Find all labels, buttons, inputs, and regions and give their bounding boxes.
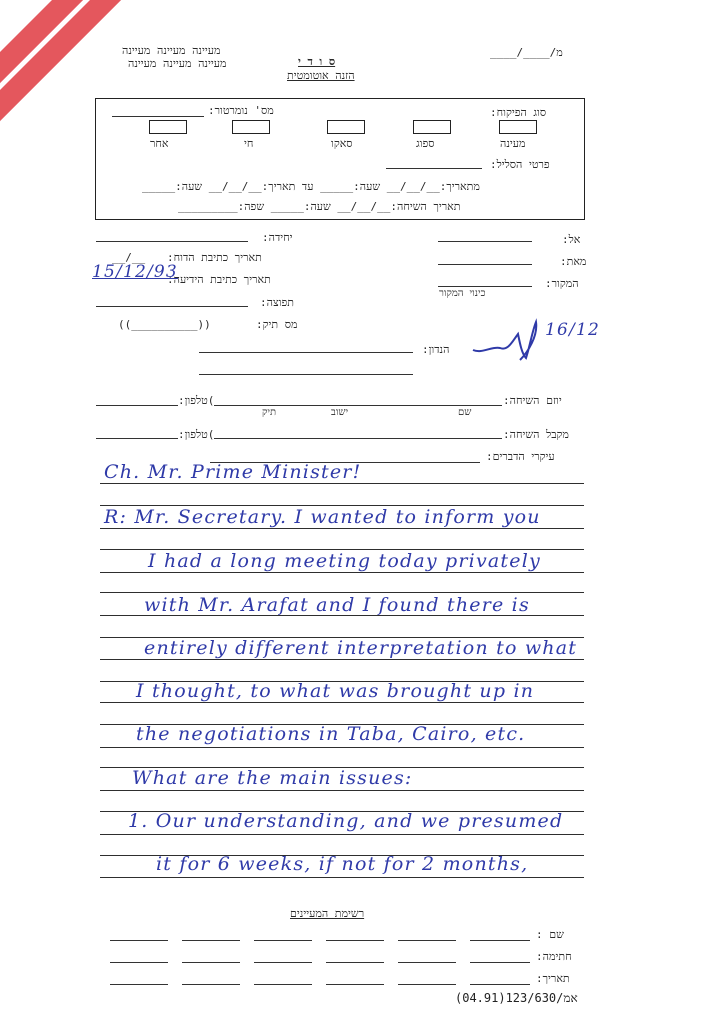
receiver-phone-label: )טלפון:: [178, 428, 215, 441]
option-chai: חי: [244, 137, 254, 150]
reader-signature-field[interactable]: [398, 962, 456, 963]
reader-signature-field[interactable]: [110, 962, 168, 963]
source-label: המקור:: [545, 277, 579, 290]
file-label: מס תיק:: [256, 318, 298, 331]
initiator-phone-label: )טלפון:: [178, 394, 215, 407]
serial-field[interactable]: [112, 116, 204, 117]
reader-date-label: תאריך:: [536, 972, 570, 985]
reader-name-field[interactable]: [182, 940, 240, 941]
receiver-field[interactable]: [96, 438, 502, 439]
initiator-label: יוזם השיחה:: [503, 394, 562, 407]
reader-date-field[interactable]: [398, 984, 456, 985]
sub-file: תיק: [262, 407, 277, 418]
option-sfog: ספוג: [416, 137, 435, 150]
option-sako: סאקו: [331, 137, 353, 150]
checkbox-maayna[interactable]: [499, 120, 537, 134]
reader-date-field[interactable]: [326, 984, 384, 985]
from-field[interactable]: [438, 264, 532, 265]
classification: ס ו ד י: [298, 55, 336, 68]
option-maayna: מעינה: [500, 137, 526, 150]
to-label: אל:: [562, 233, 581, 246]
unit-field[interactable]: [96, 241, 248, 242]
source-field[interactable]: [438, 286, 532, 287]
checkbox-chai[interactable]: [232, 120, 270, 134]
report-date-label: תאריך כתיבת הדוח:: [167, 251, 262, 264]
ruled-line: [100, 747, 584, 748]
ruled-line: [100, 483, 584, 484]
from-label: מאת:: [560, 255, 587, 268]
ruled-line: [100, 659, 584, 660]
distribution-label: תפוצה:: [260, 296, 294, 309]
reader-signature-field[interactable]: [254, 962, 312, 963]
cell-details-field[interactable]: [386, 168, 482, 169]
sub-name: שם: [458, 407, 472, 418]
file-value: ((__________)): [118, 318, 211, 331]
handwriting-line-6: I thought, to what was brought up in: [136, 680, 535, 702]
sub-place: ישוב: [331, 407, 349, 418]
ruled-line: [100, 528, 584, 529]
distribution-line-2: מעיינה מעיינה מעיינה: [128, 57, 227, 70]
reader-name-field[interactable]: [110, 940, 168, 941]
reader-name-field[interactable]: [254, 940, 312, 941]
reader-date-field[interactable]: [254, 984, 312, 985]
handwriting-line-5: entirely different interpretation to what: [144, 637, 578, 659]
reader-name-field[interactable]: [326, 940, 384, 941]
ruled-line: [100, 790, 584, 791]
info-date-label: תאריך כתיבת הידיעה:: [167, 273, 271, 286]
form-code: (04.91)123/אמ/630: [455, 991, 578, 1005]
serial-label: מס' נומרטור:: [208, 104, 274, 117]
distribution-line-1: מעיינה מעיינה מעיינה: [122, 44, 221, 57]
handwriting-line-4: with Mr. Arafat and I found there is: [144, 594, 530, 616]
subject-label: הנדון:: [422, 343, 450, 356]
reader-signature-field[interactable]: [182, 962, 240, 963]
reader-name-label: שם :: [536, 928, 564, 941]
cell-details-label: פרטי הסליל:: [490, 158, 550, 171]
handwriting-line-9: 1. Our understanding, and we presumed: [128, 810, 564, 832]
ruled-line: [100, 702, 584, 703]
source-alias-label: כינוי המקור: [439, 288, 486, 299]
reader-date-field[interactable]: [470, 984, 530, 985]
source-type-label: סוג הפיקוח:: [490, 106, 547, 119]
call-date-line: תאריך השיחה:__/__/__ שעה:_____ שפה:_________: [178, 200, 461, 213]
handwriting-line-1: Ch. Mr. Prime Minister!: [104, 461, 362, 483]
receiver-label: מקבל השיחה:: [503, 428, 569, 441]
to-field[interactable]: [438, 241, 532, 242]
handwriting-line-8: What are the main issues:: [132, 767, 413, 789]
reader-signature-field[interactable]: [470, 962, 530, 963]
handwriting-line-7: the negotiations in Taba, Cairo, etc.: [136, 723, 526, 745]
reader-date-field[interactable]: [110, 984, 168, 985]
option-other: אחר: [150, 137, 169, 150]
checkbox-sako[interactable]: [327, 120, 365, 134]
info-date-value: 15/12/93: [92, 262, 178, 282]
reader-signature-label: חתימה:: [536, 950, 572, 963]
main-points-label: עיקרי הדברים:: [486, 450, 555, 463]
signature-note: 16/12: [545, 320, 600, 340]
handwriting-line-2: R: Mr. Secretary. I wanted to inform you: [104, 506, 541, 528]
reader-name-field[interactable]: [398, 940, 456, 941]
ruled-line: [100, 834, 584, 835]
subtitle: הזנה אוטומטית: [287, 69, 355, 82]
distribution-field[interactable]: [96, 306, 248, 307]
from-date-line: מתאריך:__/__/__ שעה:_____ עד תאריך:__/__/__ שעה:_____: [142, 180, 480, 193]
checkbox-other[interactable]: [149, 120, 187, 134]
subject-line-2[interactable]: [199, 374, 413, 375]
handwriting-line-10: it for 6 weeks, if not for 2 months,: [156, 853, 529, 875]
readers-title: רשימת המעיינים: [290, 907, 365, 920]
reader-name-field[interactable]: [470, 940, 530, 941]
ruled-line: [100, 572, 584, 573]
reader-signature-field[interactable]: [326, 962, 384, 963]
reader-date-field[interactable]: [182, 984, 240, 985]
ruled-line: [100, 592, 584, 593]
unit-label: יחידה:: [262, 231, 293, 244]
initiator-field[interactable]: [96, 405, 502, 406]
subject-line-1[interactable]: [199, 352, 413, 353]
ruled-line: [100, 877, 584, 878]
report-date-value: __/__: [112, 251, 146, 264]
document-number: מ/____/____: [490, 46, 563, 59]
checkbox-sfog[interactable]: [413, 120, 451, 134]
handwriting-line-3: I had a long meeting today privately: [148, 550, 541, 572]
